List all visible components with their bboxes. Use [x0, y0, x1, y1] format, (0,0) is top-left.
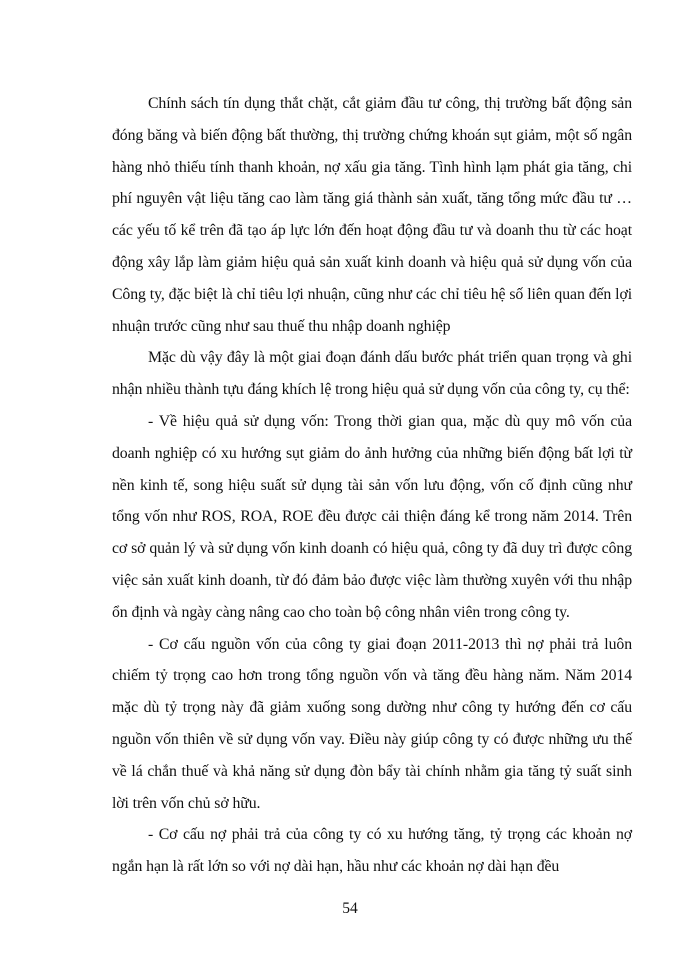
paragraph-capital-efficiency: - Về hiệu quả sử dụng vốn: Trong thời gian qua, mặc dù quy mô vốn của doanh nghiệp có xu hướng sụt giảm do ảnh hưởng của những biến động bất lợi từ nền kinh tế, song hiệu suất sử dụng tài sản vốn lưu động, vốn cố định cũng như tổng vốn như ROS, ROA, ROE đều được cải thiện đáng kể trong năm 2014. Trên cơ sở quản lý và sử dụng vốn kinh doanh có hiệu quả, công ty đã duy trì được công việc sản xuất kinh doanh, từ đó đảm bảo được việc làm thường xuyên với thu nhập ổn định và ngày càng nâng cao cho toàn bộ công nhân viên trong công ty. — [112, 412, 632, 621]
paragraph-liabilities-structure: - Cơ cấu nợ phải trả của công ty có xu hướng tăng, tỷ trọng các khoản nợ ngắn hạn là rất lớn so với nợ dài hạn, hầu như các khoản nợ dài hạn đều — [112, 826, 632, 876]
page-number: 54 — [342, 900, 358, 917]
paragraph-achievements-intro: Mặc dù vậy đây là một giai đoạn đánh dấu bước phát triển quan trọng và ghi nhận nhiều thành tựu đáng khích lệ trong hiệu quả sử dụng vốn của công ty, cụ thể: — [112, 349, 632, 399]
paragraph-economic-context: Chính sách tín dụng thắt chặt, cắt giảm đầu tư công, thị trường bất động sản đóng băng và biến động bất thường, thị trường chứng khoán sụt giảm, một số ngân hàng nhỏ thiếu tính thanh khoản, nợ xấu gia tăng. Tình hình lạm phát gia tăng, chi phí nguyên vật liệu tăng cao làm tăng giá thành sản xuất, tăng tổng mức đầu tư …các yếu tố kể trên đã tạo áp lực lớn đến hoạt động đầu tư và doanh thu từ các hoạt động xây lắp làm giảm hiệu quả sản xuất kinh doanh và hiệu quả sử dụng vốn của Công ty, đặc biệt là chỉ tiêu lợi nhuận, cũng như các chỉ tiêu hệ số liên quan đến lợi nhuận trước cũng như sau thuế thu nhập doanh nghiệp — [112, 95, 632, 335]
paragraph-capital-structure: - Cơ cấu nguồn vốn của công ty giai đoạn 2011-2013 thì nợ phải trả luôn chiếm tỷ trọng cao hơn trong tổng nguồn vốn và tăng đều hàng năm. Năm 2014 mặc dù tỷ trọng này đã giảm xuống song dường như công ty hướng đến cơ cấu nguồn vốn thiên về sử dụng vốn vay. Điều này giúp công ty có được những ưu thế về lá chắn thuế và khả năng sử dụng đòn bẩy tài chính nhằm gia tăng tỷ suất sinh lời trên vốn chủ sở hữu. — [112, 635, 632, 812]
body-text — [112, 88, 632, 883]
